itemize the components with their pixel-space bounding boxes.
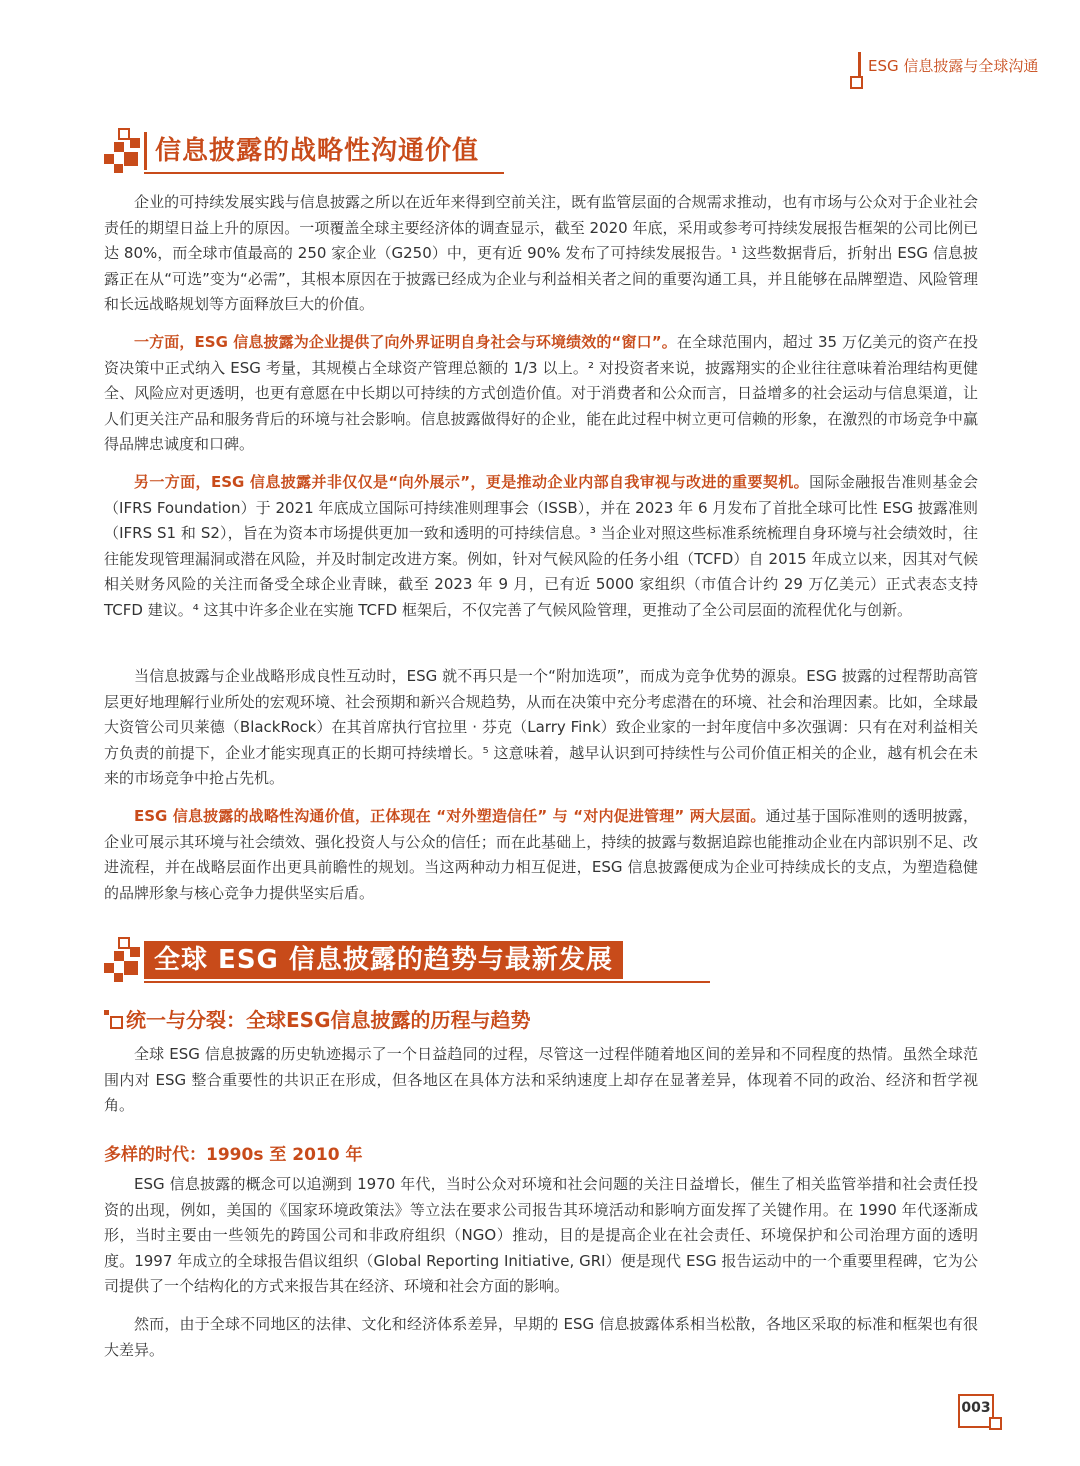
section1-title: 信息披露的战略性沟通价值 [144, 132, 489, 170]
paragraph-4 [104, 664, 978, 792]
era-paragraph-2 [104, 1312, 978, 1363]
paragraph-text: 国际金融报告准则基金会（IFRS Foundation）于 2021 年底成立国际可持续准则理事会（ISSB），并在 2023 年 6 月发布了首批全球可比性 ESG 披露准则（IFRS S1 和 S2），旨在为资本市场提供更加一致和透明的可持续信息。³ 当企业对照这些标准系统梳理自身环境与社会绩效时，往往能发现管理漏洞或潜在风险，并及时制定改进方案。例如，针对气候风险的任务小组（TCFD）自 2015 年成立以来，因其对气候相关财务风险的关注而备受全球企业青睐，截至 2023 年 9 月，已有近 5000 家组织（市值合计约 29 万亿美元）正式表态支持 TCFD 建议。⁴ 这其中许多企业在实施 TCFD 框架后，不仅完善了气候风险管理，更推动了全公司层面的流程优化与创新。 [104, 473, 978, 619]
small-square-icon [104, 1010, 109, 1015]
page-number-box [958, 1394, 1002, 1434]
pixel-decoration-icon [104, 937, 144, 985]
intro-paragraph [104, 1042, 978, 1119]
paragraph-text: ESG 信息披露的概念可以追溯到 1970 年代，当时公众对环境和社会问题的关注日益增长，催生了相关监管举措和社会责任投资的出现，例如，美国的《国家环境政策法》等立法在要求公司报告其环境活动和影响方面发挥了关键作用。在 1990 年代逐渐成形，当时主要由一些领先的跨国公司和非政府组织（NGO）推动，目的是提高企业在社会责任、环境保护和公司治理方面的透明度。1997 年成立的全球报告倡议组织（Global Reporting Initiative, GRI）便是现代 ESG 报告运动中的一个重要里程碑，它为公司提供了一个结构化的方式来报告其在经济、环境和社会方面的影响。 [104, 1175, 978, 1295]
paragraph-highlight: ESG 信息披露的战略性沟通价值，正体现在 “对外塑造信任” 与 “对内促进管理” 两大层面。 [134, 807, 766, 825]
header-section-name: ESG 信息披露与全球沟通 [868, 57, 1039, 75]
subheading-text: 统一与分裂：全球ESG信息披露的历程与趋势 [126, 1008, 531, 1032]
section1-underline [144, 172, 504, 174]
page-number: 003 [961, 1400, 991, 1416]
section2-title: 全球 ESG 信息披露的趋势与最新发展 [144, 941, 623, 979]
paragraph-text: 当信息披露与企业战略形成良性互动时，ESG 就不再只是一个“附加选项”，而成为竞争优势的源泉。ESG 披露的过程帮助高管层更好地理解行业所处的宏观环境、社会预期和新兴合规趋势，从而在决策中充分考虑潜在的环境、社会和治理因素。比如，全球最大资管公司贝莱德（BlackRock）在其首席执行官拉里 · 芬克（Larry Fink）致企业家的一封年度信中多次强调：只有在对利益相关方负责的前提下，企业才能实现真正的长期可持续增长。⁵ 这意味着，越早认识到可持续性与公司价值正相关的企业，越有机会在未来的市场竞争中抢占先机。 [104, 667, 978, 787]
paragraph-2 [104, 330, 978, 458]
header-accent-bar [858, 52, 861, 78]
paragraph-text: 在全球范围内，超过 35 万亿美元的资产在投资决策中正式纳入 ESG 考量，其规模占全球资产管理总额的 1/3 以上。² 对投资者来说，披露翔实的企业往往意味着治理结构更健全、风险应对更透明，也更有意愿在中长期以可持续的方式创造价值。对于消费者和公众而言，日益增多的社会运动与信息渠道，让人们更关注产品和服务背后的环境与社会影响。信息披露做得好的企业，能在此过程中树立更可信赖的形象，在激烈的市场竞争中赢得品牌忠诚度和口碑。 [104, 333, 979, 453]
paragraph-text: 然而，由于全球不同地区的法律、文化和经济体系差异，早期的 ESG 信息披露体系相当松散，各地区采取的标准和框架也有很大差异。 [104, 1315, 978, 1359]
paragraph-highlight: 另一方面，ESG 信息披露并非仅仅是“向外展示”，更是推动企业内部自我审视与改进的重要契机。 [134, 473, 810, 491]
outline-square-icon [110, 1016, 123, 1029]
paragraph-text: 通过基于国际准则的透明披露，企业可展示其环境与社会绩效、强化投资人与公众的信任；而在此基础上，持续的披露与数据追踪也能推动企业在内部识别不足、改进流程，并在战略层面作出更具前瞻性的规划。当这两种动力相互促进，ESG 信息披露便成为企业可持续成长的支点，为塑造稳健的品牌形象与核心竞争力提供坚实后盾。 [104, 807, 978, 902]
corner-square-icon [989, 1417, 1002, 1430]
era-paragraph-1 [104, 1172, 978, 1300]
paragraph-highlight: 一方面，ESG 信息披露为企业提供了向外界证明自身社会与环境绩效的“窗口”。 [134, 333, 677, 351]
paragraph-3 [104, 470, 978, 623]
paragraph-text: 企业的可持续发展实践与信息披露之所以在近年来得到空前关注，既有监管层面的合规需求推动，也有市场与公众对于企业社会责任的期望日益上升的原因。一项覆盖全球主要经济体的调查显示，截至 2020 年底，采用或参考可持续发展报告框架的公司比例已达 80%，而全球市值最高的 250 家企业（G250）中，更有近 90% 发布了可持续发展报告。¹ 这些数据背后，折射出 ESG 信息披露正在从“可选”变为“必需”，其根本原因在于披露已经成为企业与利益相关者之间的重要沟通工具，并且能够在品牌塑造、风险管理和长远战略规划等方面释放巨大的价值。 [104, 193, 978, 313]
paragraph-5 [104, 804, 978, 906]
header-square-icon [850, 76, 863, 89]
era-heading: 多样的时代：1990s 至 2010 年 [104, 1145, 363, 1165]
paragraph-1 [104, 190, 978, 318]
paragraph-text: 全球 ESG 信息披露的历史轨迹揭示了一个日益趋同的过程，尽管这一过程伴随着地区间的差异和不同程度的热情。虽然全球范围内对 ESG 整合重要性的共识正在形成，但各地区在具体方法和采纳速度上却存在显著差异，体现着不同的政治、经济和哲学视角。 [104, 1045, 978, 1114]
section2-underline [144, 981, 710, 983]
pixel-decoration-icon [104, 128, 144, 176]
